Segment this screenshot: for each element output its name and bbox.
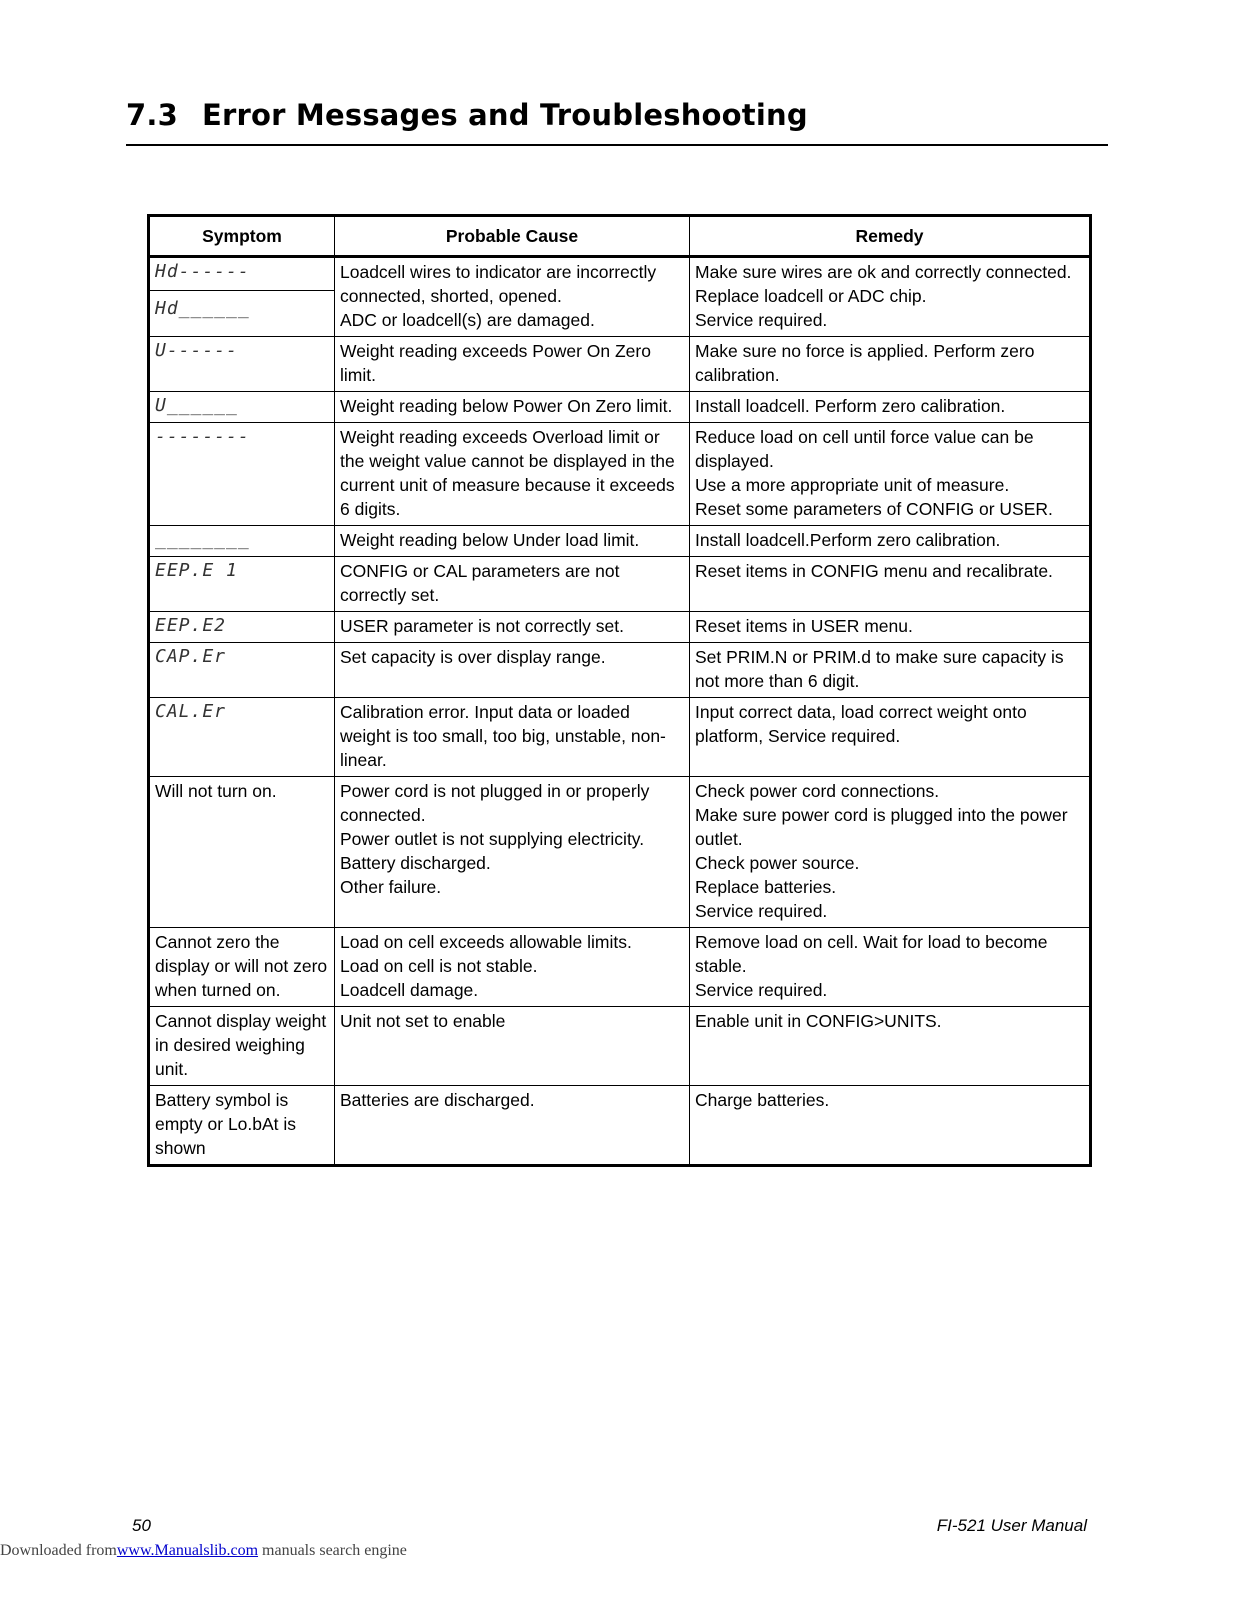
remedy-cell (690, 643, 1091, 698)
symptom-text: Battery symbol is empty or Lo.bAt is shown (155, 1090, 297, 1158)
symptom-cell (149, 612, 335, 643)
page-number: 50 (132, 1516, 151, 1535)
manualslib-link[interactable]: www.Manualslib.com (116, 1542, 259, 1559)
cause-line: Weight reading exceeds Power On Zero limit. (340, 341, 651, 385)
remedy-line: Reset some parameters of CONFIG or USER. (695, 499, 1053, 519)
table-row (149, 526, 1091, 557)
cause-line: Set capacity is over display range. (340, 647, 606, 667)
symptom-text: Cannot display weight in desired weighing unit. (155, 1011, 327, 1079)
cause-line: Loadcell damage. (340, 980, 479, 1000)
probable-cause-cell (335, 777, 690, 928)
remedy-line: Service required. (695, 901, 828, 921)
error-code-display: EEP.E2 (155, 615, 227, 636)
probable-cause-cell (335, 928, 690, 1007)
error-code-display: Hd------ (150, 260, 334, 291)
cause-line: Power outlet is not supplying electricity. (340, 829, 645, 849)
cause-line: Unit not set to enable (340, 1011, 506, 1031)
remedy-cell (690, 612, 1091, 643)
probable-cause-cell (335, 423, 690, 526)
remedy-line: Reset items in CONFIG menu and recalibrate. (695, 561, 1053, 581)
symptom-cell (149, 392, 335, 423)
remedy-cell (690, 526, 1091, 557)
cause-line: Calibration error. Input data or loaded weight is too small, too big, unstable, non-linear. (340, 702, 666, 770)
cause-line: Weight reading below Power On Zero limit. (340, 396, 673, 416)
probable-cause-cell (335, 1007, 690, 1086)
table-row (149, 423, 1091, 526)
cause-line: ADC or loadcell(s) are damaged. (340, 310, 595, 330)
remedy-line: Input correct data, load correct weight onto platform, Service required. (695, 702, 1027, 746)
probable-cause-cell (335, 643, 690, 698)
cause-line: USER parameter is not correctly set. (340, 616, 624, 636)
remedy-line: Service required. (695, 310, 828, 330)
error-code-display: U______ (155, 395, 238, 416)
symptom-cell (149, 777, 335, 928)
probable-cause-cell (335, 337, 690, 392)
symptom-cell (149, 257, 335, 337)
remedy-line: Check power cord connections. (695, 781, 940, 801)
table-row (149, 777, 1091, 928)
remedy-line: Make sure wires are ok and correctly connected. (695, 262, 1072, 282)
probable-cause-cell (335, 698, 690, 777)
remedy-line: Check power source. (695, 853, 860, 873)
symptom-cell (149, 643, 335, 698)
remedy-line: Replace loadcell or ADC chip. (695, 286, 927, 306)
remedy-line: Enable unit in CONFIG>UNITS. (695, 1011, 942, 1031)
error-code-display: ________ (155, 529, 250, 550)
download-prefix: Downloaded from (0, 1542, 117, 1559)
symptom-cell (149, 557, 335, 612)
download-credit (0, 1542, 407, 1560)
symptom-text: Cannot zero the display or will not zero when turned on. (155, 932, 328, 1000)
cause-line: Load on cell exceeds allowable limits. (340, 932, 632, 952)
cause-line: Battery discharged. (340, 853, 491, 873)
download-suffix: manuals search engine (262, 1542, 407, 1559)
symptom-cell (149, 1007, 335, 1086)
probable-cause-cell (335, 392, 690, 423)
table-row (149, 337, 1091, 392)
manual-name: FI-521 User Manual (936, 1516, 1087, 1535)
remedy-line: Charge batteries. (695, 1090, 830, 1110)
table-header-row (149, 216, 1091, 257)
section-number: 7.3 (126, 98, 178, 132)
symptom-cell (149, 423, 335, 526)
error-code-display: CAP.Er (155, 646, 227, 667)
remedy-line: Install loadcell. Perform zero calibration. (695, 396, 1006, 416)
remedy-line: Make sure power cord is plugged into the power outlet. (695, 805, 1068, 849)
error-code-display: U------ (155, 340, 238, 361)
remedy-cell (690, 423, 1091, 526)
remedy-cell (690, 777, 1091, 928)
cause-line: Power cord is not plugged in or properly connected. (340, 781, 650, 825)
remedy-cell (690, 1086, 1091, 1166)
remedy-line: Reset items in USER menu. (695, 616, 913, 636)
remedy-line: Set PRIM.N or PRIM.d to make sure capacity is not more than 6 digit. (695, 647, 1064, 691)
troubleshooting-table (147, 214, 1092, 1167)
section-title-text: Error Messages and Troubleshooting (202, 98, 808, 132)
table-body (149, 257, 1091, 1166)
section-title (126, 98, 808, 132)
symptom-cell (149, 337, 335, 392)
header-probable-cause: Probable Cause (335, 216, 690, 257)
remedy-cell (690, 392, 1091, 423)
table-row (149, 698, 1091, 777)
symptom-cell (149, 928, 335, 1007)
table-row (149, 928, 1091, 1007)
table-row (149, 257, 1091, 337)
remedy-line: Make sure no force is applied. Perform zero calibration. (695, 341, 1035, 385)
table-row (149, 392, 1091, 423)
error-code-display: CAL.Er (155, 701, 227, 722)
symptom-cell (149, 1086, 335, 1166)
remedy-line: Reduce load on cell until force value can be displayed. (695, 427, 1034, 471)
header-symptom: Symptom (149, 216, 335, 257)
remedy-cell (690, 698, 1091, 777)
cause-line: Weight reading below Under load limit. (340, 530, 640, 550)
error-code-display: -------- (155, 426, 250, 447)
probable-cause-cell (335, 257, 690, 337)
remedy-line: Remove load on cell. Wait for load to become stable. (695, 932, 1048, 976)
cause-line: Other failure. (340, 877, 442, 897)
symptom-cell (149, 526, 335, 557)
remedy-line: Service required. (695, 980, 828, 1000)
remedy-cell (690, 257, 1091, 337)
table-row (149, 1086, 1091, 1166)
cause-line: Load on cell is not stable. (340, 956, 538, 976)
header-remedy: Remedy (690, 216, 1091, 257)
title-rule (126, 144, 1108, 146)
probable-cause-cell (335, 557, 690, 612)
table-row (149, 612, 1091, 643)
remedy-line: Install loadcell.Perform zero calibration. (695, 530, 1001, 550)
cause-line: Loadcell wires to indicator are incorrectly connected, shorted, opened. (340, 262, 657, 306)
cause-line: CONFIG or CAL parameters are not correctly set. (340, 561, 620, 605)
table-row (149, 557, 1091, 612)
remedy-cell (690, 1007, 1091, 1086)
error-code-display: Hd______ (155, 298, 250, 319)
table-row (149, 643, 1091, 698)
symptom-cell (149, 698, 335, 777)
remedy-line: Replace batteries. (695, 877, 837, 897)
probable-cause-cell (335, 526, 690, 557)
symptom-text: Will not turn on. (155, 781, 277, 801)
table-row (149, 1007, 1091, 1086)
remedy-cell (690, 928, 1091, 1007)
remedy-cell (690, 337, 1091, 392)
error-code-display: EEP.E 1 (155, 560, 238, 581)
remedy-line: Use a more appropriate unit of measure. (695, 475, 1010, 495)
probable-cause-cell (335, 1086, 690, 1166)
cause-line: Batteries are discharged. (340, 1090, 535, 1110)
remedy-cell (690, 557, 1091, 612)
cause-line: Weight reading exceeds Overload limit or the weight value cannot be displayed in the current unit of measure because it exceeds 6 digits. (340, 427, 675, 519)
probable-cause-cell (335, 612, 690, 643)
